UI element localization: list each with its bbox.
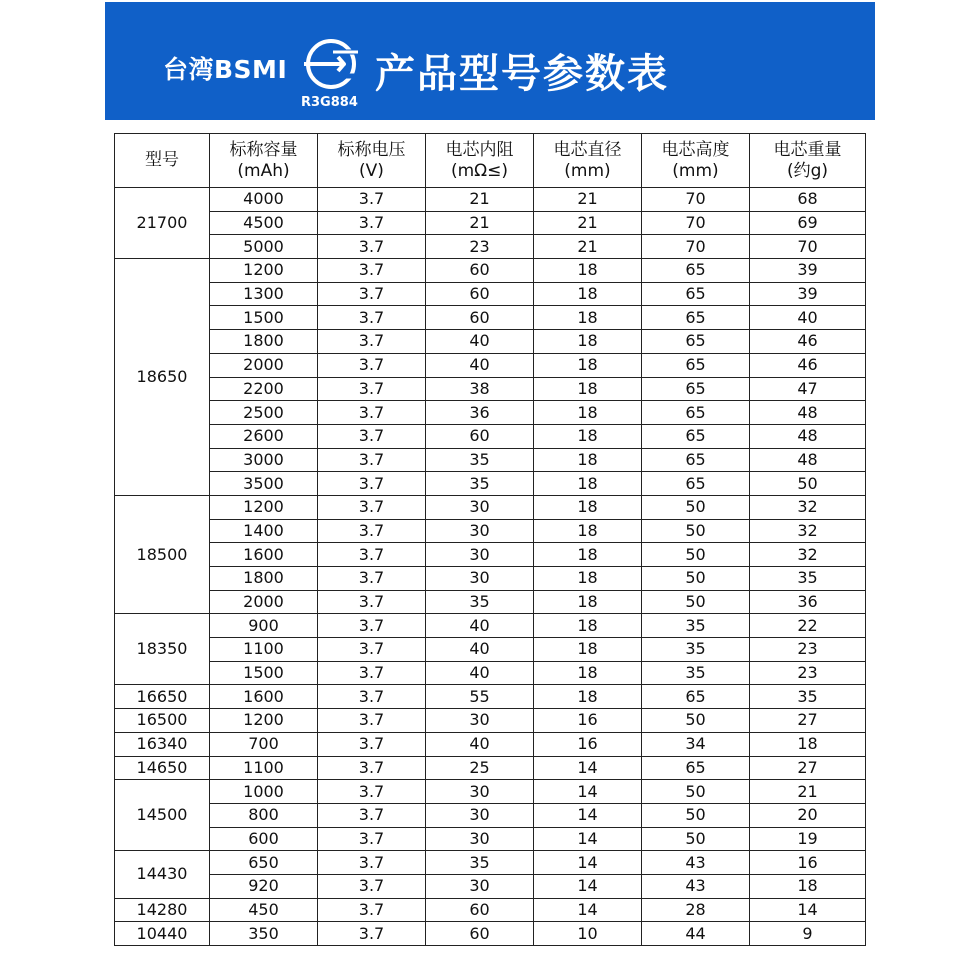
table-cell: 3.7 <box>318 424 426 448</box>
table-cell: 32 <box>750 519 866 543</box>
table-cell: 3.7 <box>318 567 426 591</box>
table-cell: 14 <box>534 803 642 827</box>
table-cell: 4000 <box>210 188 318 212</box>
table-cell: 14 <box>534 780 642 804</box>
table-cell: 60 <box>426 259 534 283</box>
table-cell: 30 <box>426 827 534 851</box>
table-cell: 4500 <box>210 211 318 235</box>
column-header <box>115 134 210 188</box>
table-cell: 3.7 <box>318 590 426 614</box>
table-cell: 70 <box>642 188 750 212</box>
column-header <box>426 134 534 188</box>
table-cell: 35 <box>426 448 534 472</box>
table-cell: 3.7 <box>318 827 426 851</box>
table-cell: 35 <box>750 685 866 709</box>
table-cell: 18 <box>534 543 642 567</box>
table-cell: 18 <box>534 306 642 330</box>
table-cell: 16 <box>534 709 642 733</box>
table-cell: 1100 <box>210 638 318 662</box>
table-row <box>115 661 866 685</box>
logo-code: R3G884 <box>301 95 358 110</box>
table-cell: 3.7 <box>318 874 426 898</box>
table-cell: 18 <box>534 330 642 354</box>
table-cell: 38 <box>426 377 534 401</box>
table-row <box>115 543 866 567</box>
table-cell: 3.7 <box>318 495 426 519</box>
table-cell: 3.7 <box>318 519 426 543</box>
table-cell: 18 <box>534 377 642 401</box>
table-row <box>115 780 866 804</box>
table-cell: 65 <box>642 424 750 448</box>
table-cell: 900 <box>210 614 318 638</box>
table-cell: 48 <box>750 424 866 448</box>
table-row <box>115 732 866 756</box>
table-cell: 30 <box>426 495 534 519</box>
column-header-line: 电芯重量 <box>773 139 842 160</box>
table-cell: 27 <box>750 756 866 780</box>
table-cell: 55 <box>426 685 534 709</box>
table-cell: 21 <box>426 211 534 235</box>
table-cell: 30 <box>426 780 534 804</box>
column-header-line: (V) <box>359 160 384 181</box>
table-cell: 3.7 <box>318 211 426 235</box>
table-row <box>115 519 866 543</box>
table-cell: 35 <box>642 638 750 662</box>
table-cell: 36 <box>750 590 866 614</box>
model-cell: 16650 <box>115 685 210 709</box>
table-cell: 2600 <box>210 424 318 448</box>
table-row <box>115 803 866 827</box>
table-cell: 60 <box>426 306 534 330</box>
table-cell: 3.7 <box>318 330 426 354</box>
table-cell: 3.7 <box>318 448 426 472</box>
table-cell: 3.7 <box>318 472 426 496</box>
table-cell: 23 <box>750 661 866 685</box>
table-cell: 10 <box>534 922 642 946</box>
table-row <box>115 211 866 235</box>
table-cell: 3.7 <box>318 898 426 922</box>
table-cell: 3.7 <box>318 851 426 875</box>
table-cell: 35 <box>642 661 750 685</box>
table-cell: 20 <box>750 803 866 827</box>
table-cell: 65 <box>642 472 750 496</box>
table-cell: 18 <box>534 472 642 496</box>
table-cell: 43 <box>642 874 750 898</box>
table-cell: 28 <box>642 898 750 922</box>
table-cell: 700 <box>210 732 318 756</box>
table-cell: 9 <box>750 922 866 946</box>
table-cell: 50 <box>642 590 750 614</box>
table-cell: 40 <box>426 353 534 377</box>
table-cell: 65 <box>642 448 750 472</box>
brand-text: 台湾BSMI <box>163 55 288 84</box>
table-cell: 65 <box>642 401 750 425</box>
table-cell: 18 <box>750 874 866 898</box>
table-cell: 40 <box>426 614 534 638</box>
table-row <box>115 472 866 496</box>
table-cell: 65 <box>642 259 750 283</box>
table-cell: 50 <box>642 543 750 567</box>
table-cell: 18 <box>534 495 642 519</box>
column-header-line: (mm) <box>564 160 611 181</box>
table-cell: 47 <box>750 377 866 401</box>
table-cell: 60 <box>426 282 534 306</box>
table-cell: 18 <box>750 732 866 756</box>
table-cell: 1100 <box>210 756 318 780</box>
table-cell: 40 <box>750 306 866 330</box>
table-cell: 1500 <box>210 661 318 685</box>
bsmi-logo-icon <box>300 38 362 90</box>
table-cell: 65 <box>642 330 750 354</box>
column-header-line: (约g) <box>786 160 829 181</box>
table-cell: 14 <box>534 851 642 875</box>
column-header-line: (mAh) <box>237 160 290 181</box>
table-cell: 3.7 <box>318 259 426 283</box>
table-cell: 18 <box>534 638 642 662</box>
column-header-line: (mm) <box>672 160 719 181</box>
table-cell: 3.7 <box>318 756 426 780</box>
table-cell: 3000 <box>210 448 318 472</box>
table-cell: 14 <box>534 898 642 922</box>
table-cell: 1400 <box>210 519 318 543</box>
table-cell: 32 <box>750 543 866 567</box>
column-header-line: 标称电压 <box>337 139 406 160</box>
table-cell: 46 <box>750 330 866 354</box>
table-cell: 3.7 <box>318 235 426 259</box>
table-cell: 39 <box>750 259 866 283</box>
table-row <box>115 259 866 283</box>
table-cell: 30 <box>426 874 534 898</box>
table-cell: 39 <box>750 282 866 306</box>
table-row <box>115 282 866 306</box>
table-cell: 35 <box>750 567 866 591</box>
table-cell: 3.7 <box>318 732 426 756</box>
column-header <box>318 134 426 188</box>
table-cell: 50 <box>642 519 750 543</box>
table-cell: 48 <box>750 401 866 425</box>
table-cell: 920 <box>210 874 318 898</box>
table-cell: 3.7 <box>318 401 426 425</box>
table-cell: 3.7 <box>318 282 426 306</box>
table-row <box>115 424 866 448</box>
table-cell: 18 <box>534 614 642 638</box>
table-cell: 46 <box>750 353 866 377</box>
table-cell: 69 <box>750 211 866 235</box>
table-cell: 2200 <box>210 377 318 401</box>
table-cell: 36 <box>426 401 534 425</box>
header-banner <box>105 2 875 120</box>
column-header <box>750 134 866 188</box>
table-cell: 19 <box>750 827 866 851</box>
model-cell: 14650 <box>115 756 210 780</box>
table-cell: 18 <box>534 448 642 472</box>
table-cell: 70 <box>642 211 750 235</box>
table-cell: 30 <box>426 543 534 567</box>
table-cell: 35 <box>426 851 534 875</box>
table-row <box>115 685 866 709</box>
table-cell: 18 <box>534 259 642 283</box>
table-cell: 3.7 <box>318 188 426 212</box>
table-row <box>115 614 866 638</box>
table-row <box>115 306 866 330</box>
table-cell: 50 <box>750 472 866 496</box>
table-cell: 14 <box>750 898 866 922</box>
table-row <box>115 590 866 614</box>
table-cell: 3.7 <box>318 377 426 401</box>
table-cell: 1000 <box>210 780 318 804</box>
table-cell: 34 <box>642 732 750 756</box>
table-cell: 50 <box>642 803 750 827</box>
table-cell: 60 <box>426 424 534 448</box>
table-cell: 18 <box>534 685 642 709</box>
table-cell: 44 <box>642 922 750 946</box>
table-cell: 70 <box>750 235 866 259</box>
table-cell: 23 <box>750 638 866 662</box>
table-cell: 3.7 <box>318 353 426 377</box>
table-cell: 1200 <box>210 709 318 733</box>
table-cell: 40 <box>426 638 534 662</box>
table-cell: 65 <box>642 685 750 709</box>
table-cell: 3.7 <box>318 709 426 733</box>
table-row <box>115 756 866 780</box>
table-row <box>115 851 866 875</box>
column-header <box>642 134 750 188</box>
table-cell: 2000 <box>210 353 318 377</box>
table-cell: 3.7 <box>318 661 426 685</box>
table-cell: 3500 <box>210 472 318 496</box>
column-header-line: 电芯高度 <box>661 139 730 160</box>
table-cell: 1800 <box>210 567 318 591</box>
table-cell: 30 <box>426 567 534 591</box>
model-cell: 18500 <box>115 495 210 613</box>
table-cell: 25 <box>426 756 534 780</box>
table-cell: 60 <box>426 898 534 922</box>
table-cell: 18 <box>534 519 642 543</box>
table-row <box>115 353 866 377</box>
column-header <box>534 134 642 188</box>
table-cell: 14 <box>534 756 642 780</box>
column-header <box>210 134 318 188</box>
table-row <box>115 448 866 472</box>
table-cell: 50 <box>642 827 750 851</box>
table-cell: 2000 <box>210 590 318 614</box>
model-cell: 10440 <box>115 922 210 946</box>
table-cell: 16 <box>750 851 866 875</box>
table-row <box>115 922 866 946</box>
table-cell: 50 <box>642 780 750 804</box>
table-cell: 3.7 <box>318 685 426 709</box>
table-cell: 800 <box>210 803 318 827</box>
table-row <box>115 495 866 519</box>
table-cell: 3.7 <box>318 306 426 330</box>
table-cell: 3.7 <box>318 543 426 567</box>
table-cell: 450 <box>210 898 318 922</box>
model-cell: 14280 <box>115 898 210 922</box>
table-cell: 21 <box>534 211 642 235</box>
table-row <box>115 898 866 922</box>
table-cell: 50 <box>642 567 750 591</box>
table-cell: 50 <box>642 495 750 519</box>
table-body <box>115 188 866 946</box>
table-cell: 65 <box>642 377 750 401</box>
table-cell: 650 <box>210 851 318 875</box>
table-cell: 2500 <box>210 401 318 425</box>
table-cell: 32 <box>750 495 866 519</box>
table-row <box>115 709 866 733</box>
table-cell: 1600 <box>210 543 318 567</box>
table-cell: 50 <box>642 709 750 733</box>
table-row <box>115 638 866 662</box>
table-cell: 1300 <box>210 282 318 306</box>
table-cell: 21 <box>750 780 866 804</box>
column-header-line: 电芯内阻 <box>445 139 514 160</box>
table-cell: 3.7 <box>318 803 426 827</box>
table-cell: 1800 <box>210 330 318 354</box>
table-cell: 600 <box>210 827 318 851</box>
table-cell: 60 <box>426 922 534 946</box>
table-cell: 3.7 <box>318 780 426 804</box>
model-cell: 18650 <box>115 259 210 496</box>
table-cell: 18 <box>534 353 642 377</box>
table-cell: 21 <box>534 235 642 259</box>
table-cell: 18 <box>534 590 642 614</box>
table-cell: 5000 <box>210 235 318 259</box>
table-row <box>115 874 866 898</box>
table-row <box>115 235 866 259</box>
spec-table <box>114 133 866 946</box>
table-cell: 18 <box>534 282 642 306</box>
table-row <box>115 188 866 212</box>
table-cell: 16 <box>534 732 642 756</box>
table-cell: 35 <box>426 590 534 614</box>
table-row <box>115 567 866 591</box>
table-cell: 14 <box>534 874 642 898</box>
table-cell: 23 <box>426 235 534 259</box>
table-cell: 1500 <box>210 306 318 330</box>
table-cell: 40 <box>426 330 534 354</box>
table-cell: 27 <box>750 709 866 733</box>
table-cell: 48 <box>750 448 866 472</box>
model-cell: 16500 <box>115 709 210 733</box>
table-cell: 65 <box>642 282 750 306</box>
table-cell: 40 <box>426 732 534 756</box>
table-cell: 30 <box>426 803 534 827</box>
column-header-line: (mΩ≤) <box>450 160 509 181</box>
table-row <box>115 827 866 851</box>
table-header-row <box>115 134 866 188</box>
table-cell: 21 <box>426 188 534 212</box>
table-cell: 3.7 <box>318 638 426 662</box>
table-cell: 18 <box>534 401 642 425</box>
model-cell: 14430 <box>115 851 210 898</box>
table-cell: 65 <box>642 756 750 780</box>
page-title: 产品型号参数表 <box>375 51 669 97</box>
column-header-line: 标称容量 <box>229 139 298 160</box>
table-cell: 21 <box>534 188 642 212</box>
column-header-line: 型号 <box>145 150 179 170</box>
table-cell: 40 <box>426 661 534 685</box>
table-cell: 3.7 <box>318 922 426 946</box>
table-cell: 65 <box>642 353 750 377</box>
model-cell: 21700 <box>115 188 210 259</box>
table-cell: 1600 <box>210 685 318 709</box>
table-cell: 43 <box>642 851 750 875</box>
table-cell: 1200 <box>210 495 318 519</box>
table-cell: 30 <box>426 709 534 733</box>
table-cell: 14 <box>534 827 642 851</box>
model-cell: 18350 <box>115 614 210 685</box>
table-cell: 18 <box>534 661 642 685</box>
table-cell: 30 <box>426 519 534 543</box>
table-row <box>115 377 866 401</box>
table-cell: 1200 <box>210 259 318 283</box>
table-cell: 3.7 <box>318 614 426 638</box>
table-cell: 18 <box>534 424 642 448</box>
table-cell: 35 <box>426 472 534 496</box>
model-cell: 16340 <box>115 732 210 756</box>
column-header-line: 电芯直径 <box>553 139 622 160</box>
table-row <box>115 401 866 425</box>
table-cell: 65 <box>642 306 750 330</box>
table-cell: 68 <box>750 188 866 212</box>
table-row <box>115 330 866 354</box>
table-cell: 18 <box>534 567 642 591</box>
table-cell: 35 <box>642 614 750 638</box>
table-cell: 70 <box>642 235 750 259</box>
model-cell: 14500 <box>115 780 210 851</box>
table-cell: 22 <box>750 614 866 638</box>
table-cell: 350 <box>210 922 318 946</box>
